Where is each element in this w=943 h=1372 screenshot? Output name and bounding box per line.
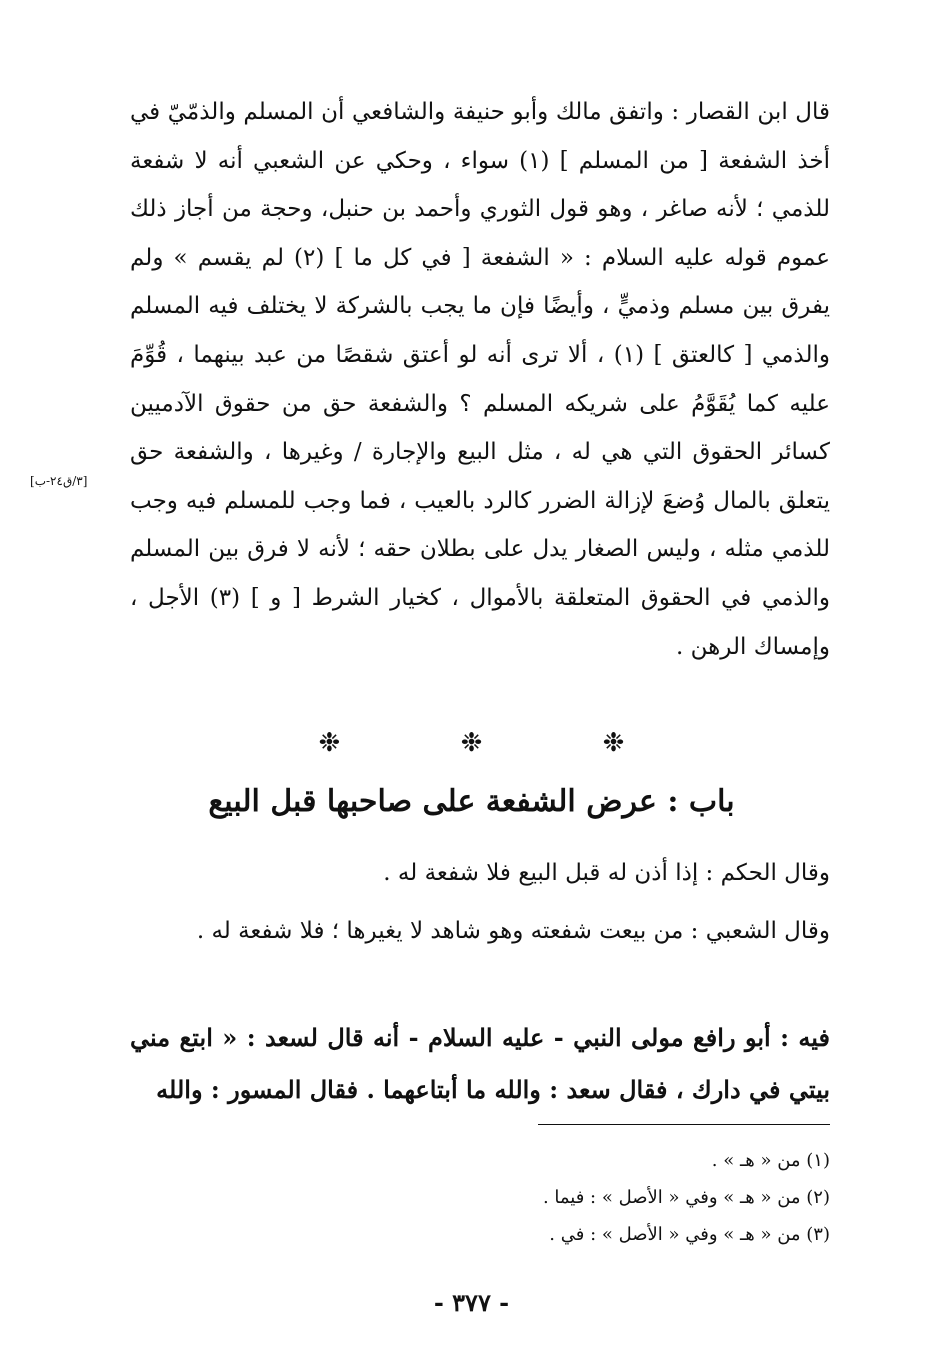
footnote-divider xyxy=(538,1124,830,1125)
footnotes xyxy=(300,1142,830,1253)
page-number: - ٣٧٧ - xyxy=(433,1288,510,1317)
footnote-item: (٢) من « هـ » وفي « الأصل » : فيما . xyxy=(542,1187,830,1208)
footnote-item: (١) من « هـ » . xyxy=(711,1150,830,1171)
quote-line-hakam: وقال الحكم : إذا أذن له قبل البيع فلا شفعة له . xyxy=(383,860,830,886)
quote-line-shabi: وقال الشعبي : من بيعت شفعته وهو شاهد لا يغيرها ؛ فلا شفعة له . xyxy=(196,918,830,944)
body-paragraph: قال ابن القصار : واتفق مالك وأبو حنيفة والشافعي أن المسلم والذمّيّ في أخذ الشفعة [ من المسلم ] (١) سواء ، وحكي عن الشعبي أنه لا شفعة للذمي ؛ لأنه صاغر ، وهو قول الثوري وأحمد بن حنبل، وحجة من أجاز ذلك عموم قوله عليه السلام : « الشفعة [ في كل ما ] (٢) لم يقسم » ولم يفرق بين مسلم وذميٍّ ، وأيضًا فإن ما يجب بالشركة لا يختلف فيه المسلم والذمي [ كالعتق ] (١) ، ألا ترى أنه لو أعتق شقصًا من عبد بينهما ، قُوِّمَ عليه كما يُقَوَّمُ على شريكه المسلم ؟ والشفعة حق من حقوق الآدميين كسائر الحقوق التي هي له ، مثل البيع والإجارة / وغيرها ، والشفعة حق يتعلق بالمال وُضعَ لإزالة الضرر كالرد بالعيب ، فما وجب للمسلم فيه وجب للذمي مثله ، وليس الصغار يدل على بطلان حقه ؛ لأنه لا فرق بين المسلم والذمي في الحقوق المتعلقة بالأموال ، كخيار الشرط [ و ] (٣) الأجل ، وإمساك الرهن . xyxy=(130,99,831,660)
main-body-text xyxy=(130,88,830,671)
hadith-text: فيه : أبو رافع مولى النبي - عليه السلام - أنه قال لسعد : « ابتع مني بيتي في دارك ، فقال سعد : والله ما أبتاعهما . فقال المسور : والله xyxy=(130,1023,830,1104)
footnote-item: (٣) من « هـ » وفي « الأصل » : في . xyxy=(549,1224,830,1245)
section-separator: ❉ ❉ ❉ xyxy=(318,728,681,758)
margin-folio-note: [٣/ق٢٤-ب] xyxy=(30,474,88,488)
chapter-heading: باب : عرض الشفعة على صاحبها قبل البيع xyxy=(208,784,735,819)
